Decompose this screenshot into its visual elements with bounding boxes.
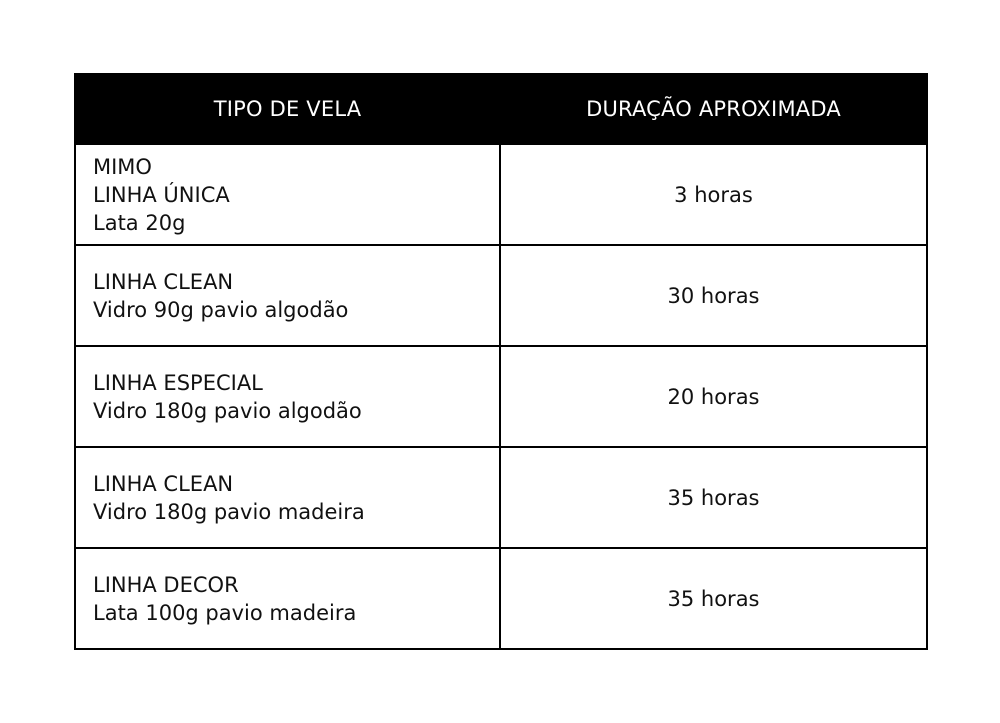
table-row	[75, 346, 927, 447]
header-approx-duration: DURAÇÃO APROXIMADA	[500, 74, 927, 144]
header-row	[75, 74, 927, 144]
candle-type-line: LINHA CLEAN	[93, 269, 234, 294]
candle-duration-table	[74, 73, 928, 650]
candle-type-line: LINHA ESPECIAL	[93, 370, 263, 395]
table-row	[75, 144, 927, 245]
candle-type-cell	[75, 144, 500, 245]
duration-cell: 35 horas	[500, 548, 927, 649]
candle-type-line: MIMO	[93, 154, 152, 179]
duration-cell: 30 horas	[500, 245, 927, 346]
candle-type-line: Vidro 180g pavio algodão	[93, 398, 362, 423]
duration-cell: 35 horas	[500, 447, 927, 548]
candle-type-line: Lata 100g pavio madeira	[93, 600, 357, 625]
candle-type-line: LINHA ÚNICA	[93, 182, 230, 207]
candle-type-line: Vidro 90g pavio algodão	[93, 297, 349, 322]
candle-type-line: LINHA DECOR	[93, 572, 239, 597]
table-body	[75, 144, 927, 649]
candle-type-line: LINHA CLEAN	[93, 471, 234, 496]
candle-type-cell	[75, 447, 500, 548]
table-header	[75, 74, 927, 144]
candle-type-line: Lata 20g	[93, 210, 186, 235]
candle-type-line: Vidro 180g pavio madeira	[93, 499, 365, 524]
candle-duration-table-container	[74, 73, 926, 650]
duration-cell: 3 horas	[500, 144, 927, 245]
table-row	[75, 245, 927, 346]
candle-type-cell	[75, 548, 500, 649]
duration-cell: 20 horas	[500, 346, 927, 447]
candle-type-cell	[75, 346, 500, 447]
table-row	[75, 548, 927, 649]
table-row	[75, 447, 927, 548]
header-candle-type: TIPO DE VELA	[75, 74, 500, 144]
candle-type-cell	[75, 245, 500, 346]
